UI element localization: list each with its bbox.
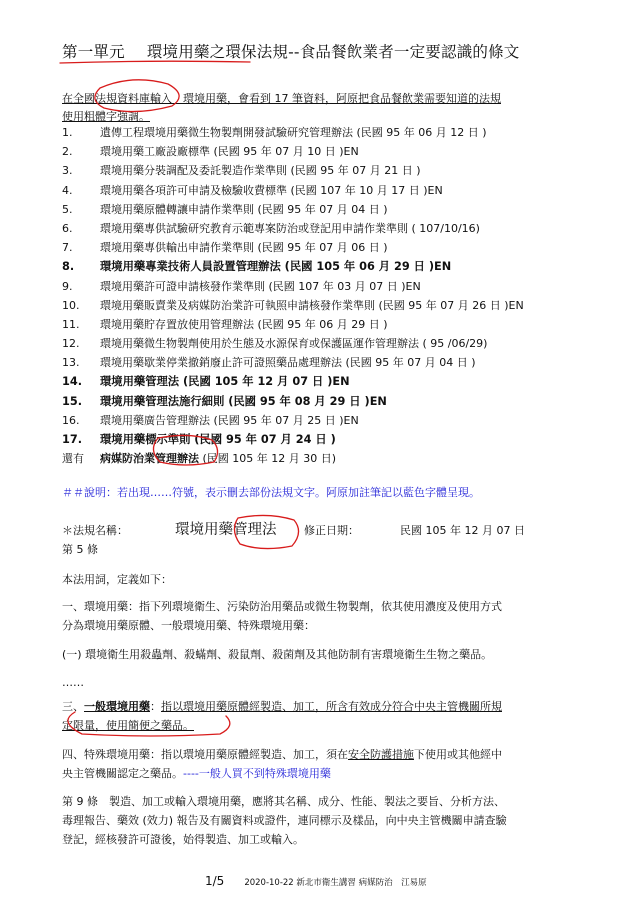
law-list-item [62,277,602,296]
intro-paragraph [62,90,582,126]
definition-3 [62,697,582,735]
article-9 [62,792,582,849]
law-number: 6. [62,221,73,235]
law-title: 環境用藥許可證申請核發作業準則 (民國 107 年 03 月 07 日 )EN [100,279,421,293]
def4-underlined: 安全防護措施 [348,748,414,761]
law-list-item [62,353,602,372]
def3-text-1: 指以環境用藥原體經製造、加工，所含有效成分符合中央主管機關所規 [161,700,502,713]
law-number: 15. [62,394,83,408]
law-list-item [62,181,602,200]
law-list-item [62,123,602,142]
title-text: 環境用藥之環保法規--食品餐飲業者一定要認識的條文 [146,43,520,61]
article9-line-3: 登記，經核發許可證後，始得製造、加工或輸入。 [62,833,304,846]
definition-1-sub: (一) 環境衛生用殺蟲劑、殺蟎劑、殺鼠劑、殺菌劑及其他防制有害環境衛生生物之藥品。 [62,648,493,661]
unit-label: 第一單元 [62,43,125,61]
law-number: 4. [62,183,73,197]
footer-text: 2020-10-22 新北市衛生講習 病媒防治 江易原 [244,878,427,888]
def3-text-2: 定限量，使用簡便之藥品。 [62,719,194,732]
law-number: 11. [62,317,80,331]
law-title: 環境用藥專供試驗研究教育示範專案防治或登記用申請作業準則 ( 107/10/16) [100,221,480,235]
law-number: 12. [62,337,80,351]
law-title: 環境用藥分裝調配及委託製造作業準則 (民國 95 年 07 月 21 日 ) [100,164,421,178]
extra-law-name: 病媒防治業管理辦法 [100,452,199,466]
definition-1 [62,597,582,635]
law-number: 16. [62,413,80,427]
law-list-item [62,315,602,334]
law-name-label: ＊法規名稱： [62,524,128,537]
def4-text-a: 四、特殊環境用藥：指以環境用藥原體經製造、加工，須在 [62,748,348,761]
law-list-item [62,200,602,219]
intro-line-1: 在全國法規資料庫輸入 環境用藥，會看到 17 筆資料，阿原把食品餐飲業需要知道的法規 [62,92,501,105]
law-list-item [62,430,602,449]
law-list-item [62,411,602,430]
law-list-item [62,219,602,238]
law-number: 8. [62,260,75,274]
law-list-item [62,296,602,315]
law-title: 環境用藥廣告管理辦法 (民國 95 年 07 月 25 日 )EN [100,413,359,427]
law-number: 1. [62,126,73,139]
article9-line-2: 毒理報告、藥效 (效力) 報告及有關資料或證件，連同標示及樣品，向中央主管機關申請查驗 [62,814,507,827]
law-title: 環境用藥貯存置放使用管理辦法 (民國 95 年 06 月 29 日 ) [100,317,388,331]
law-title: 環境用藥原體轉讓申請作業準則 (民國 95 年 07 月 04 日 ) [100,202,388,216]
law-title: 環境用藥微生物製劑使用於生態及水源保育或保護區運作管理辦法 ( 95 /06/29) [100,337,488,351]
law-list-item [62,334,602,353]
article9-line-1: 第 9 條 製造、加工或輸入環境用藥，應將其名稱、成分、性能、製法之要旨、分析方法、 [62,795,505,808]
def3-term: 一般環境用藥 [84,700,150,713]
page-number: 1/5 [205,874,225,888]
law-number: 17. [62,433,83,446]
definition-4 [62,745,582,783]
law-title: 環境用藥歇業停業撤銷廢止許可證照藥品處理辦法 (民國 95 年 07 月 04 日 ) [100,356,476,370]
explanation-note: ＃＃說明：若出現……符號，表示刪去部份法規文字。阿原加註筆記以藍色字體呈現。 [62,486,480,499]
law-number: 9. [62,279,73,293]
definition-1-line-1: 一、環境用藥：指下列環境衛生、污染防治用藥品或微生物製劑，依其使用濃度及使用方式 [62,600,502,613]
law-list-item [62,372,602,391]
law-title: 環境用藥管理法 (民國 105 年 12 月 07 日 )EN [100,375,350,389]
law-title: 環境用藥專業技術人員設置管理辦法 (民國 105 年 06 月 29 日 )EN [100,260,452,274]
article5-intro: 本法用詞，定義如下： [62,573,172,586]
def4-text-c: 央主管機關認定之藥品。 [62,767,183,780]
page-title [62,40,520,62]
def4-text-b: 下使用或其他經中 [414,748,502,761]
law-title: 環境用藥專供輸出申請作業準則 (民國 95 年 07 月 06 日 ) [100,241,388,255]
extra-prefix: 還有 [62,452,84,466]
law-title: 遺傳工程環境用藥微生物製劑開發試驗研究管理辦法 (民國 95 年 06 月 12 日 ) [100,126,487,139]
extra-law-date: (民國 105 年 12 月 30 日) [202,452,337,466]
law-number: 5. [62,202,73,216]
law-list-item [62,238,602,257]
law-list-item [62,257,602,276]
law-title: 環境用藥管理法施行細則 (民國 95 年 08 月 29 日 )EN [100,394,387,408]
law-title: 環境用藥販賣業及病媒防治業許可執照申請核發作業準則 (民國 95 年 07 月 26 日 )EN [100,298,524,312]
law-number: 14. [62,375,83,389]
def3-prefix: 三、 [62,700,84,713]
revision-date-label: 修正日期： [304,524,359,537]
law-title: 環境用藥各項許可申請及檢驗收費標準 (民國 107 年 10 月 17 日 )EN [100,183,443,197]
law-list-item [62,161,602,180]
article-number: 第 5 條 [62,543,98,556]
law-name: 環境用藥管理法 [175,522,277,538]
definition-1-line-2: 分為環境用藥原體、一般環境用藥、特殊環境用藥： [62,619,315,632]
intro-line-2: 使用粗體字強調。 [62,110,150,123]
law-title: 環境用藥工廠設廠標準 (民國 95 年 07 月 10 日 )EN [100,145,359,159]
law-header [62,518,602,557]
law-list-item [62,392,602,411]
law-list-item [62,142,602,161]
law-number: 2. [62,145,73,159]
revision-date: 民國 105 年 12 月 07 日 [400,524,525,537]
law-list [62,123,602,468]
def3-colon: ： [150,700,161,713]
page-footer [205,874,427,888]
law-number: 3. [62,164,73,178]
def4-note: ----一般人買不到特殊環境用藥 [183,767,331,780]
law-number: 10. [62,298,80,312]
ellipsis: …… [62,676,84,689]
law-number: 13. [62,356,80,370]
law-number: 7. [62,241,73,255]
extra-law-item [62,449,602,468]
law-title: 環境用藥標示準則 (民國 95 年 07 月 24 日 ) [100,433,336,446]
